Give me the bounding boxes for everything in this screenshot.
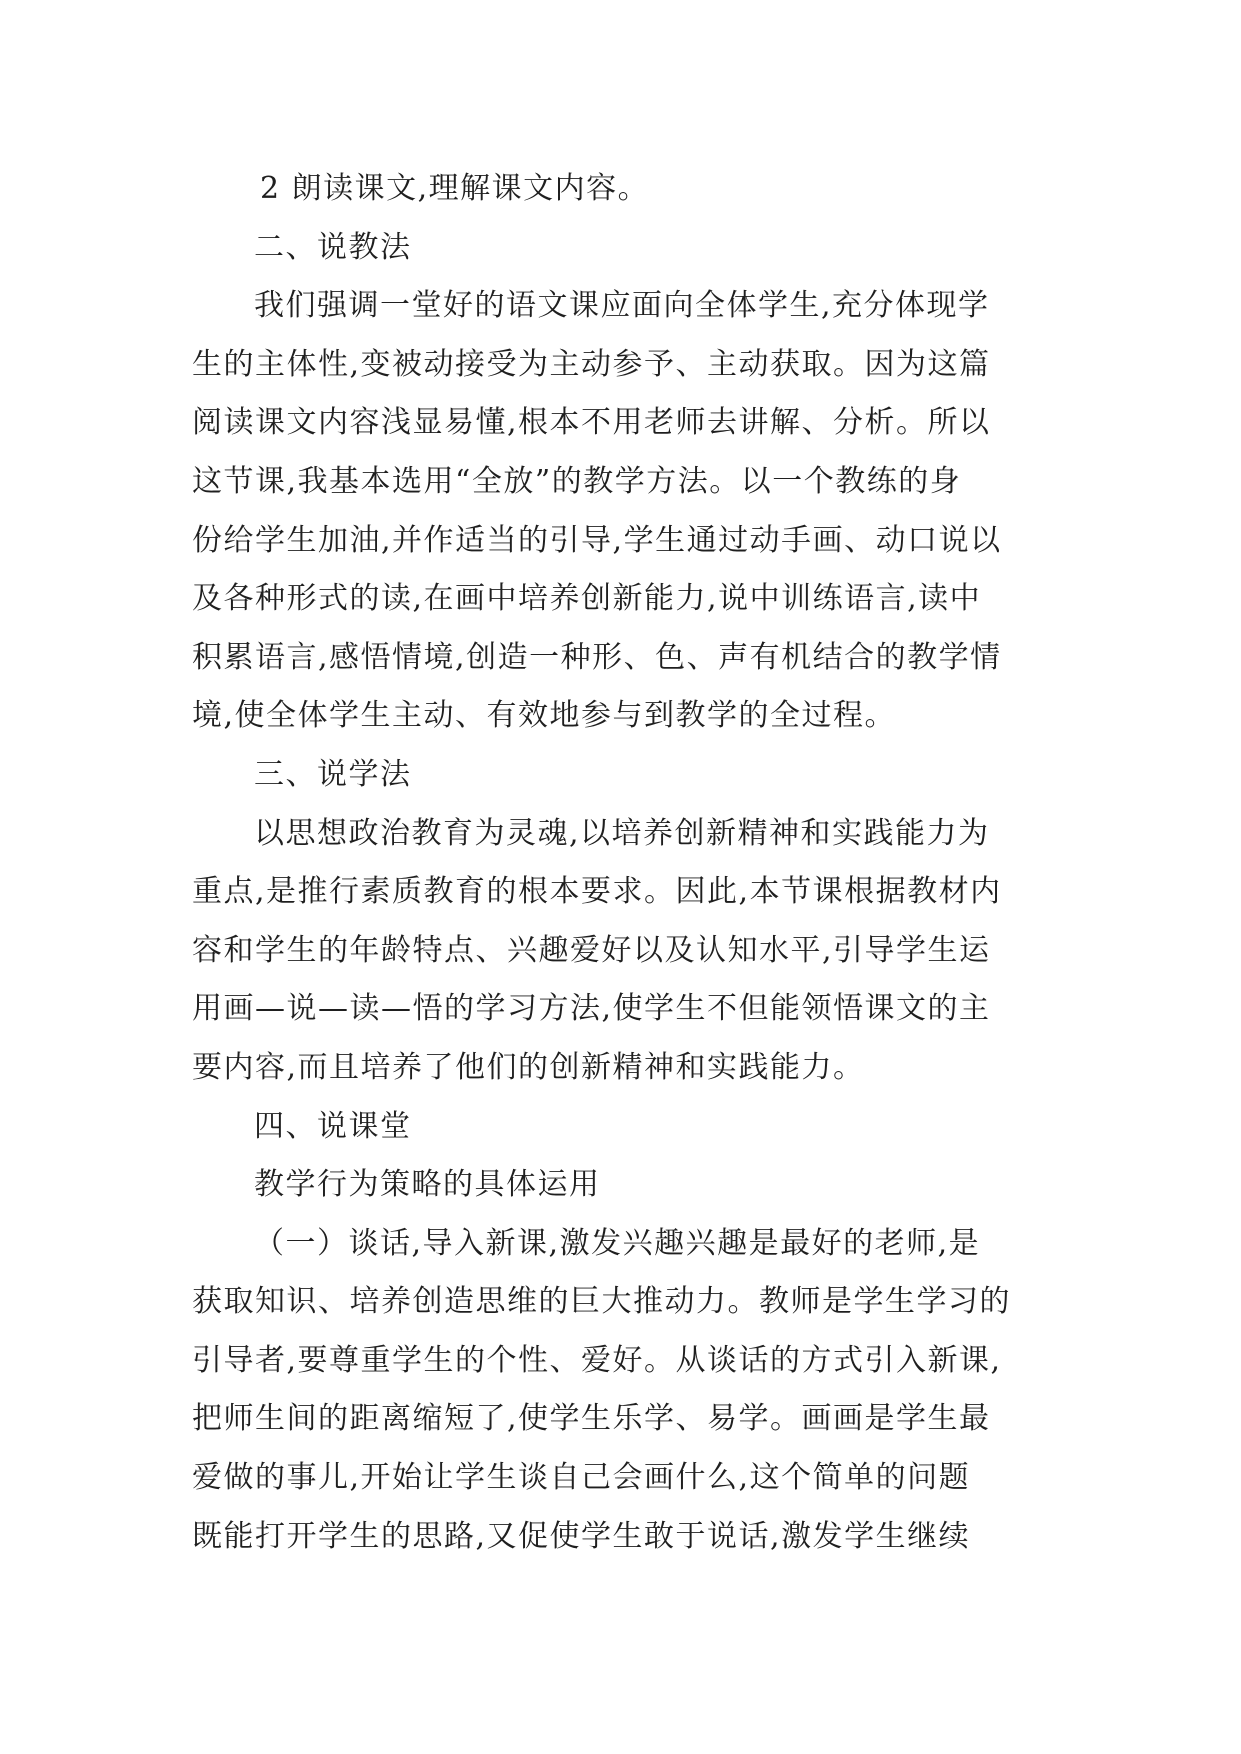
list-item-2: 2 朗读课文,理解课文内容。: [260, 171, 650, 206]
subsection-heading: 教学行为策略的具体运用: [254, 1167, 601, 1203]
paragraph-line: （一）谈话,导入新课,激发兴趣兴趣是最好的老师,是: [254, 1225, 981, 1261]
paragraph-line: 以思想政治教育为灵魂,以培养创新精神和实践能力为: [254, 815, 990, 851]
document-body: [192, 160, 1052, 1566]
paragraph-line: 境,使全体学生主动、有效地参与到教学的全过程。: [192, 698, 897, 734]
paragraph-line: 把师生间的距离缩短了,使学生乐学、易学。画画是学生最: [192, 1401, 991, 1437]
section-heading-teaching-method: 二、说教法: [254, 229, 412, 265]
section-heading-classroom: 四、说课堂: [254, 1108, 412, 1144]
section-heading-learning-method: 三、说学法: [254, 756, 412, 792]
paragraph-line: 既能打开学生的思路,又促使学生敢于说话,激发学生继续: [192, 1518, 971, 1554]
paragraph-line: 生的主体性,变被动接受为主动参予、主动获取。因为这篇: [192, 346, 991, 382]
paragraph-line: 用画—说—读—悟的学习方法,使学生不但能领悟课文的主: [192, 991, 991, 1027]
paragraph-line: 我们强调一堂好的语文课应面向全体学生,充分体现学: [254, 288, 990, 324]
paragraph-line: 获取知识、培养创造思维的巨大推动力。教师是学生学习的: [192, 1284, 1011, 1320]
paragraph-line: 这节课,我基本选用“全放”的教学方法。以一个教练的身: [192, 463, 962, 499]
paragraph-line: 爱做的事儿,开始让学生谈自己会画什么,这个简单的问题: [192, 1460, 971, 1496]
paragraph-line: 及各种形式的读,在画中培养创新能力,说中训练语言,读中: [192, 581, 982, 617]
paragraph-line: 积累语言,感悟情境,创造一种形、色、声有机结合的教学情: [192, 639, 1002, 675]
paragraph-line: 容和学生的年龄特点、兴趣爱好以及认知水平,引导学生运: [192, 932, 991, 968]
paragraph-line: 阅读课文内容浅显易懂,根本不用老师去讲解、分析。所以: [192, 405, 991, 441]
paragraph-line: 要内容,而且培养了他们的创新精神和实践能力。: [192, 1049, 865, 1085]
paragraph-line: 引导者,要尊重学生的个性、爱好。从谈话的方式引入新课,: [192, 1342, 1002, 1378]
paragraph-line: 份给学生加油,并作适当的引导,学生通过动手画、动口说以: [192, 522, 1002, 558]
paragraph-line: 重点,是推行素质教育的根本要求。因此,本节课根据教材内: [192, 874, 1002, 910]
